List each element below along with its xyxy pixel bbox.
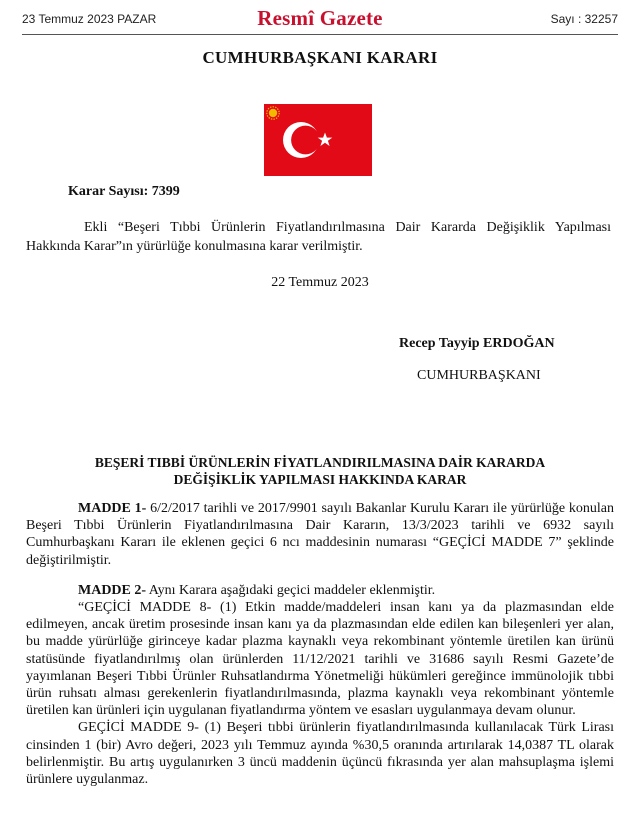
decision-number: Karar Sayısı: 7399: [68, 184, 180, 199]
header-divider: [22, 34, 618, 35]
issue-number: Sayı : 32257: [550, 12, 618, 26]
annex-title-line: BEŞERİ TIBBİ ÜRÜNLERİN FİYATLANDIRILMASINA DAİR KARARDA: [94, 455, 546, 470]
article-text: 6/2/2017 tarihli ve 2017/9901 sayılı Bakanlar Kurulu Kararı ile yürürlüğe konulan Beşeri Tıbbi Ürünlerin Fiyatlandırılmasına Dair Kararın, 13/3/2023 tarihli ve 6932 sayılı Cumhurbaşkanı Kararı ile eklenen geçici 6 ncı maddesinin numarası “GEÇİCİ MADDE 7” şeklinde değiştirilmiştir.: [26, 501, 614, 568]
decision-date: 22 Temmuz 2023: [271, 275, 369, 290]
annex-body: [26, 500, 614, 788]
article-2: [26, 582, 614, 599]
temporary-article-8: “GEÇİCİ MADDE 8- (1) Etkin madde/maddeleri insan kanı ya da plazmasından elde edilmeyen, ancak üretim prosesinde insan kanı ya da plazmasından elde edilen kan bileşenleri yer alan, bu madde yürürlüğe girinceye kadar plazma kaynaklı veya rekombinant yöntemle üretilen kan ürünü statüsünde fiyatlandırılmış olan ürünlerden 11/12/2021 tarihli ve 31686 sayılı Resmi Gazete’de yayımlanan Beşeri Tıbbi Ürünler Ruhsatlandırma Yönetmeliği hükümleri gereğince immünolojik tıbbi ürün ruhsatı alması gerekenlerin fiyatlandırılmasında, plazma kaynaklı veya rekombinant yöntemle üretilen kan ürünleri için uygulanan fiyatlandırma yöntem ve esasları uygulanmaya devam olunur.: [26, 600, 614, 719]
signer-title: CUMHURBAŞKANI: [417, 368, 541, 383]
article-label: MADDE 1-: [78, 501, 147, 516]
temporary-article-9: GEÇİCİ MADDE 9- (1) Beşeri tıbbi ürünlerin fiyatlandırılmasında kullanılacak Türk Lirası cinsinden 1 (bir) Avro değeri, 2023 yılı Temmuz ayında %30,5 oranında artırılarak 14,0387 TL olarak belirlenmiştir. Bu artış uygulanırken 3 üncü maddenin üçüncü fıkrasında yer alan mahsuplaşma işlemi ürünlere uygulanmaz.: [26, 720, 614, 788]
annex-title-line: DEĞİŞİKLİK YAPILMASI HAKKINDA KARAR: [173, 472, 467, 487]
article-1: [26, 500, 614, 569]
gazette-header: [14, 6, 626, 32]
annex-title: [22, 454, 618, 488]
page-title: CUMHURBAŞKANI KARARI: [202, 48, 438, 67]
publication-date: 23 Temmuz 2023 PAZAR: [22, 12, 157, 26]
turkish-flag-icon: [264, 104, 372, 176]
gazette-masthead: Resmî Gazete: [257, 6, 383, 30]
signer-name: Recep Tayyip ERDOĞAN: [399, 336, 555, 351]
article-text: Aynı Karara aşağıdaki geçici maddeler eklenmiştir.: [146, 582, 436, 598]
decree-intro: Ekli “Beşeri Tıbbi Ürünlerin Fiyatlandırılmasına Dair Kararda Değişiklik Yapılması Hakkında Karar”ın yürürlüğe konulmasına karar verilmiştir.: [26, 220, 611, 254]
article-label: MADDE 2-: [78, 582, 147, 598]
